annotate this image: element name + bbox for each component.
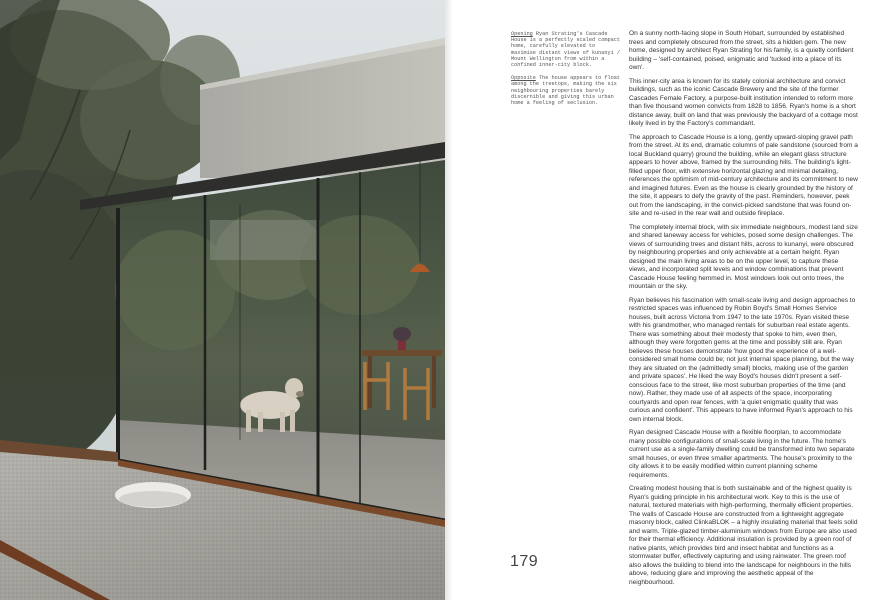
paragraph: The completely internal block, with six immediate neighbours, modest land size and shared laneway access for vehicles, posed some design challenges. The views of surrounding trees and distant hills, across to kunanyi, were obscured by neighbouring properties and only achievable at a certain height. Ryan designed the main living areas to be on the upper level, to capture these views, and incorporated split levels and window combinations that prevent Cascade House feeling hemmed in. Most windows look out onto trees, the mountain or the sky. xyxy=(629,223,858,290)
paragraph: This inner-city area is known for its stately colonial architecture and convict buildings, such as the iconic Cascade Brewery and the site of the former Cascades Female Factory, a purpose-built institution intended to reform more than five thousand women convicts from 1828 to 1856. Ryan's home is a short distance away, built on land that was previously the backyard of a cottage most likely lived in by the Factory's commandant. xyxy=(629,77,858,127)
caption-opening xyxy=(511,31,623,68)
article-body xyxy=(629,30,858,592)
captions xyxy=(511,31,623,113)
paragraph: The approach to Cascade House is a long, gently upward-sloping gravel path from the street. At its end, dramatic columns of pale sandstone (sourced from a local Buckland quarry) ground the building, while an elegant glass structure appears to hover above, framed by the surrounding hills. The building's light-filled upper floor, with extensive horizontal glazing and minimal detailing, references the optimism of mid-century architecture and its commitment to new and imagined futures. Even as the house is clearly grounded by the history of the site, it appears to defy the gravity of the past. Reminders, however, peek out from the landscaping, in the convict-picked sandstone that was found on-site and re-used in the rear wall and outside fireplace. xyxy=(629,133,858,217)
caption-opposite xyxy=(511,75,623,106)
page-number: 179 xyxy=(510,553,539,570)
caption-text: Ryan Strating's Cascade House is a perfectly scaled compact home, carefully elevated to maximise distant views of kunanyi / Mount Wellington from within a confined inner-city block. xyxy=(511,31,620,69)
paragraph: Ryan designed Cascade House with a flexible floorplan, to accommodate many possible configurations of small-scale living in the future. The home's current use as a single-family dwelling could be transformed into two separate small houses, or even three smaller apartments. The house's proximity to the city allows it to be easily modified within current planning scheme requirements. xyxy=(629,429,855,479)
gutter-shadow xyxy=(445,0,453,600)
caption-label: Opposite xyxy=(511,75,536,82)
paragraph: On a sunny north-facing slope in South Hobart, surrounded by established trees and completely obscured from the street, sits a hidden gem. The new home, designed by architect Ryan Strating for his family, is a quietly confident building – 'self-contained, poised, enigmatic and 'tucked into a place of its own'. xyxy=(629,30,854,71)
caption-text: The house appears to float among the treetops, making the six neighbouring properties barely discernible and giving this urban home a feeling of seclusion. xyxy=(511,75,620,107)
caption-label: Opening xyxy=(511,31,533,37)
paragraph: Ryan believes his fascination with small-scale living and design approaches to restricted spaces was influenced by Robin Boyd's Small Homes Service houses, built across Victoria from 1947 to the late 1970s. Ryan visited these with his grandmother, who managed rentals for suburban real estate agents. There was something about their modesty that spoke to him, even then, although they were forgotten gems at the time and possibly still are. Ryan believes these houses demonstrate 'how good the experience of a well-considered small home could be; not just internal space planning, but the way they are situated on the (admittedly small) blocks, making use of the garden and private spaces'. He liked the way Boyd's houses didn't present a self-conscious face to the street, like most suburban properties of the time (and now). Rather, they made use of all aspects of the space, incorporating courtyards and open rear fences, with 'a quiet enigmatic quality that was curious and confident'. This appears to have informed Ryan's approach to his own internal block. xyxy=(629,296,856,423)
paragraph: Creating modest housing that is both sustainable and of the highest quality is Ryan's guiding principle in his architectural work. Key to this is the use of natural, textured materials with high-performing, thermally efficient properties. The walls of Cascade House are constructed from a lightweight aggregate masonry block, called ClinkaBLOK – a highly insulating material that feels solid and warm. Triple-glazed timber-aluminium windows from Europe are also used for their thermal efficiency. Additional insulation is provided by a green roof of native plants, which provides bird and insect habitat and functions as a stormwater buffer, effectively capturing and using rainwater. The green roof also allows the building to blend into the landscape for neighbours in the hills above, reducing glare and improving the aesthetic appeal of the neighbourhood. xyxy=(629,485,858,586)
